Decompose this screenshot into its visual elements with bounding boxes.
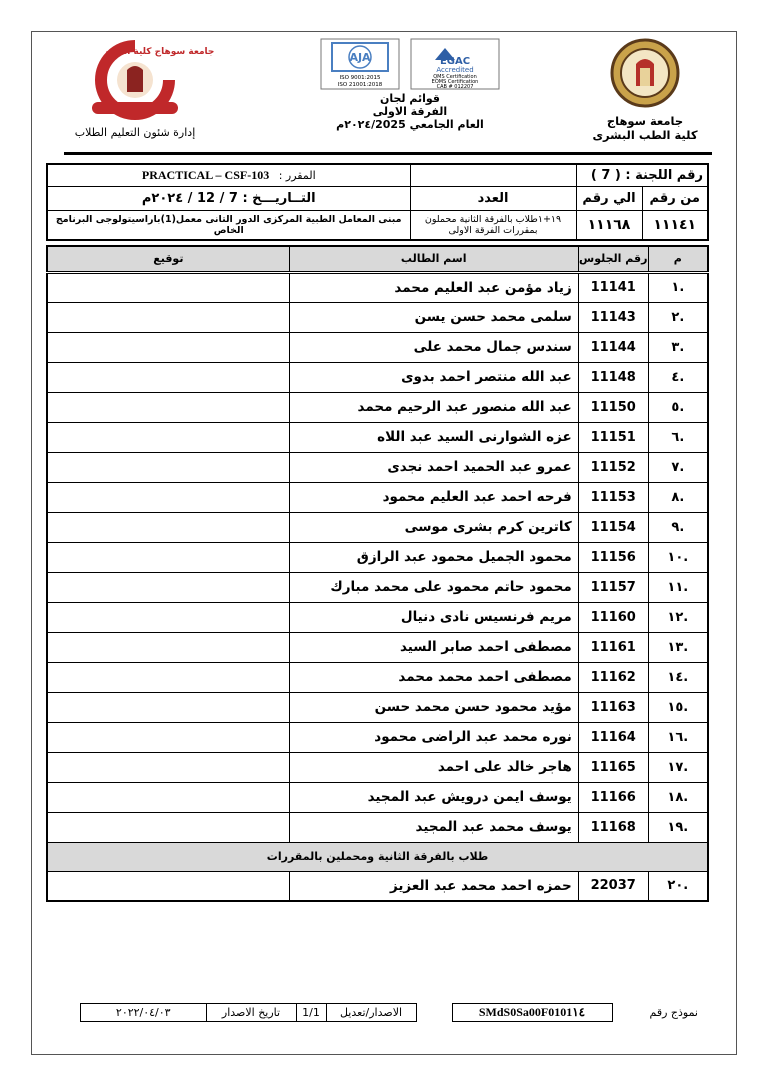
header-year-level: الفرقة الاولى — [372, 105, 448, 118]
issue-date-label: تاريخ الاصدار — [206, 1004, 296, 1022]
student-affairs-label: إدارة شئون التعليم الطلاب — [74, 126, 196, 139]
student-name: حمزه احمد محمد عبد العزيز — [289, 871, 578, 901]
student-name: سندس جمال محمد على — [289, 332, 578, 362]
col-header-seat-number: رقم الجلوس — [578, 246, 648, 272]
count-value: ١٩+١طلاب بالفرقة الثانية محملون بمقررات الفرقة الاولى — [410, 210, 576, 240]
university-logo-icon — [610, 38, 680, 108]
center-header — [300, 38, 520, 131]
signature-cell[interactable] — [47, 332, 289, 362]
signature-cell[interactable] — [47, 482, 289, 512]
student-name: كاترين كرم بشرى موسى — [289, 512, 578, 542]
table-row — [47, 302, 708, 332]
table-row — [47, 722, 708, 752]
signature-cell[interactable] — [47, 871, 289, 901]
signature-cell[interactable] — [47, 302, 289, 332]
svg-text:جامعة سوهاج كلية الطب: جامعة سوهاج كلية الطب — [105, 47, 215, 57]
svg-text:ISO 21001:2018: ISO 21001:2018 — [337, 82, 383, 88]
table-row — [47, 332, 708, 362]
student-name: مؤيد محمود حسن محمد حسن — [289, 692, 578, 722]
signature-cell[interactable] — [47, 632, 289, 662]
signature-cell[interactable] — [47, 362, 289, 392]
seat-number: 11153 — [578, 482, 648, 512]
seat-number: 11154 — [578, 512, 648, 542]
seat-number: 11144 — [578, 332, 648, 362]
signature-cell[interactable] — [47, 542, 289, 572]
svg-text:Accredited: Accredited — [436, 66, 474, 74]
signature-cell[interactable] — [47, 602, 289, 632]
seat-number: 11156 — [578, 542, 648, 572]
row-number: .١٠ — [648, 542, 708, 572]
table-row — [47, 871, 708, 901]
to-number-label: الي رقم — [576, 186, 642, 210]
signature-cell[interactable] — [47, 662, 289, 692]
seat-number: 11162 — [578, 662, 648, 692]
student-name: هاجر خالد على احمد — [289, 752, 578, 782]
faculty-logo-icon — [80, 40, 215, 118]
col-header-number: م — [648, 246, 708, 272]
seat-number: 11161 — [578, 632, 648, 662]
student-name: عزه الشوارنى السيد عبد اللاه — [289, 422, 578, 452]
signature-cell[interactable] — [47, 512, 289, 542]
student-name: عبد الله منصور عبد الرحيم محمد — [289, 392, 578, 422]
header-title: قوائم لجان — [379, 92, 441, 105]
signature-cell[interactable] — [47, 722, 289, 752]
row-number: .١٩ — [648, 812, 708, 842]
seat-number: 11164 — [578, 722, 648, 752]
col-header-student-name: اسم الطالب — [289, 246, 578, 272]
row-number: .١١ — [648, 572, 708, 602]
row-number: .٤ — [648, 362, 708, 392]
table-row — [47, 692, 708, 722]
seat-number: 11165 — [578, 752, 648, 782]
form-number-value: SMdS0Sa00F0101١٤ — [452, 1004, 612, 1022]
table-row — [47, 422, 708, 452]
seat-number: 11152 — [578, 452, 648, 482]
row-number: .١٣ — [648, 632, 708, 662]
student-name: سلمى محمد حسن يسن — [289, 302, 578, 332]
row-number: .١٤ — [648, 662, 708, 692]
row-number: .٢٠ — [648, 871, 708, 901]
signature-cell[interactable] — [47, 692, 289, 722]
form-number-label: نموذج رقم — [649, 1006, 698, 1019]
seat-number: 11143 — [578, 302, 648, 332]
course-code: PRACTICAL – CSF-103 — [141, 167, 270, 182]
svg-text:EGAC: EGAC — [439, 56, 471, 67]
row-number: .٨ — [648, 482, 708, 512]
svg-text:EOMS Certification: EOMS Certification — [431, 79, 479, 85]
seat-number: 11166 — [578, 782, 648, 812]
signature-cell[interactable] — [47, 452, 289, 482]
table-row — [47, 512, 708, 542]
course-cell — [47, 164, 410, 186]
row-number: .٣ — [648, 332, 708, 362]
svg-text:QMS Certification: QMS Certification — [433, 74, 477, 80]
section-separator-label: طلاب بالفرقة الثانية ومحملين بالمقررات — [47, 842, 708, 871]
student-name: مصطفى احمد صابر السيد — [289, 632, 578, 662]
row-number: .١ — [648, 272, 708, 302]
date-label: التــاريـــخ : — [242, 190, 316, 206]
student-name: محمود الجميل محمود عبد الرازق — [289, 542, 578, 572]
student-name: عبد الله منتصر احمد بدوى — [289, 362, 578, 392]
header-rule — [64, 152, 712, 155]
signature-cell[interactable] — [47, 272, 289, 302]
table-row — [47, 542, 708, 572]
issue-date-value: ٢٠٢٢/٠٤/٠٣ — [81, 1004, 207, 1022]
table-row — [47, 392, 708, 422]
course-label: المقرر : — [278, 168, 316, 182]
form-footer — [80, 1003, 702, 1022]
from-number-value: ١١١٤١ — [642, 210, 708, 240]
row-number: .٥ — [648, 392, 708, 422]
student-name: زياد مؤمن عبد العليم محمد — [289, 272, 578, 302]
seat-number: 11141 — [578, 272, 648, 302]
row-number: .٧ — [648, 452, 708, 482]
table-row — [47, 272, 708, 302]
student-name: يوسف ايمن درويش عبد المجيد — [289, 782, 578, 812]
svg-text:ISO 9001:2015: ISO 9001:2015 — [339, 75, 381, 81]
svg-text:CAB # 012207: CAB # 012207 — [436, 84, 474, 90]
table-row — [47, 812, 708, 842]
student-name: عمرو عبد الحميد احمد نجدى — [289, 452, 578, 482]
table-row — [47, 572, 708, 602]
row-number: .٩ — [648, 512, 708, 542]
col-header-signature: توقيع — [47, 246, 289, 272]
committee-number: رقم اللجنة : ( 7 ) — [576, 164, 708, 186]
students-table-body — [47, 272, 708, 901]
aja-certificate-icon — [320, 38, 400, 90]
row-number: .١٢ — [648, 602, 708, 632]
version-label: الاصدار/تعديل — [326, 1004, 416, 1022]
committee-info-table — [46, 163, 709, 241]
table-row — [47, 632, 708, 662]
version-value: 1/1 — [296, 1004, 326, 1022]
row-number: .٦ — [648, 422, 708, 452]
signature-cell[interactable] — [47, 422, 289, 452]
student-affairs-header — [60, 40, 215, 140]
students-table — [46, 245, 709, 902]
date-value: 7 / 12 / ٢٠٢٤م — [141, 190, 238, 206]
row-number: .١٨ — [648, 782, 708, 812]
row-number: .١٥ — [648, 692, 708, 722]
count-label: العدد — [410, 186, 576, 210]
certification-logos — [300, 38, 520, 90]
table-row — [47, 362, 708, 392]
table-row — [47, 752, 708, 782]
seat-number: 11150 — [578, 392, 648, 422]
university-header — [580, 38, 710, 142]
student-name: فرحه احمد عبد العليم محمود — [289, 482, 578, 512]
signature-cell[interactable] — [47, 752, 289, 782]
student-name: يوسف محمد عبد المجيد — [289, 812, 578, 842]
seat-number: 11157 — [578, 572, 648, 602]
row-number: .٢ — [648, 302, 708, 332]
seat-number: 22037 — [578, 871, 648, 901]
student-name: محمود حاتم محمود على محمد مبارك — [289, 572, 578, 602]
table-row — [47, 782, 708, 812]
to-number-value: ١١١٦٨ — [576, 210, 642, 240]
signature-cell[interactable] — [47, 812, 289, 842]
seat-number: 11160 — [578, 602, 648, 632]
student-name: مريم فرنسيس نادى دنيال — [289, 602, 578, 632]
row-number: .١٧ — [648, 752, 708, 782]
seat-number: 11168 — [578, 812, 648, 842]
table-row — [47, 602, 708, 632]
seat-number: 11148 — [578, 362, 648, 392]
signature-cell[interactable] — [47, 782, 289, 812]
student-name: نوره محمد عبد الراضى محمود — [289, 722, 578, 752]
exam-date — [47, 186, 410, 210]
seat-number: 11163 — [578, 692, 648, 722]
university-name: جامعة سوهاج — [606, 114, 684, 128]
table-row — [47, 452, 708, 482]
section-separator-row — [47, 842, 708, 871]
signature-cell[interactable] — [47, 392, 289, 422]
row-number: .١٦ — [648, 722, 708, 752]
exam-location: مبنى المعامل الطبية المركزى الدور التانى معمل(1)باراسيتولوجى البرنامج الخاص — [47, 210, 410, 240]
seat-number: 11151 — [578, 422, 648, 452]
table-row — [47, 662, 708, 692]
header-academic-year: العام الجامعي ٢٠٢٤/2025م — [336, 118, 484, 131]
table-row — [47, 482, 708, 512]
faculty-name: كلية الطب البشرى — [592, 128, 698, 142]
egac-certificate-icon — [410, 38, 500, 90]
svg-text:AJA: AJA — [349, 51, 371, 64]
student-name: مصطفى احمد محمد محمد — [289, 662, 578, 692]
from-number-label: من رقم — [642, 186, 708, 210]
signature-cell[interactable] — [47, 572, 289, 602]
